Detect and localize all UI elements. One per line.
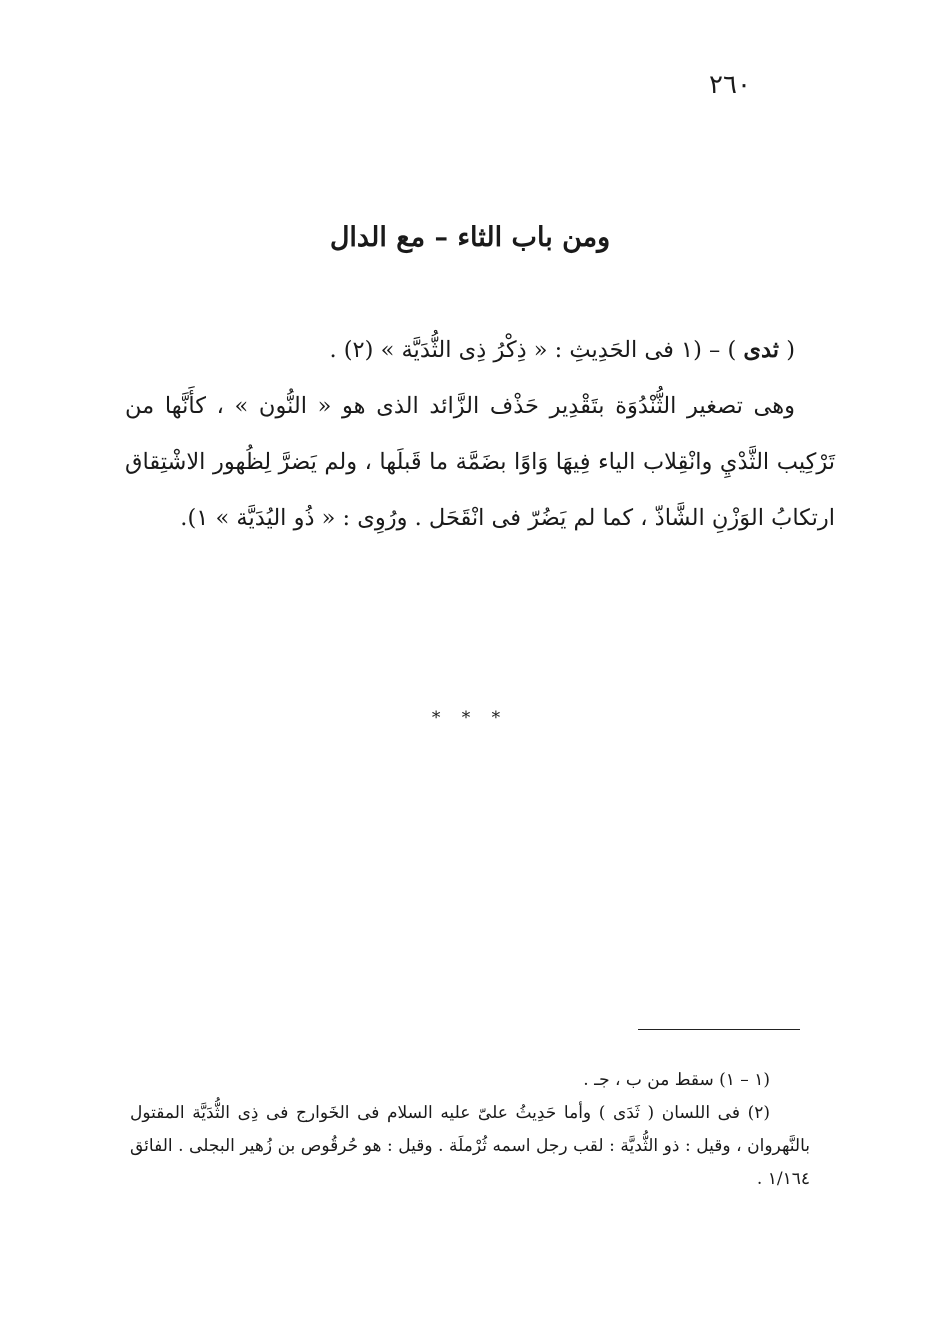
page-number: ٢٦٠ <box>709 70 751 100</box>
footnotes <box>130 1064 810 1196</box>
entry-head-rest: ) – (١ فى الحَدِيثِ : « ذِكْرُ ذِى الثُّدَيَّة » (٢) . <box>329 337 744 363</box>
section-separator: * * * <box>431 708 509 728</box>
dictionary-entry <box>125 322 835 546</box>
entry-headword: ثدى <box>743 337 780 363</box>
chapter-heading: ومن باب الثاء – مع الدال <box>329 222 611 253</box>
entry-body-paragraph: وهى تصغير الثُّنْدُوَة بتَقْدِير حَذْف الزَّائد الذى هو « النُّون » ، كأَنَّها من تَرْكِيب الثَّدْيِ وانْقِلاب الياء فِيهَا وَاوًا بضَمَّة ما قَبلَها ، ولم يَضرَّ لِظُهور الاشْتِقاق ارتكابُ الوَزْنِ الشَّاذّ ، كما لم يَضُرّ فى انْقَحَل . ورُوِى : « ذُو اليُدَيَّة » ١). <box>125 393 835 531</box>
footnote-divider <box>638 1029 800 1030</box>
footnote-2: (٢) فى اللسان ( ثَدَى ) وأما حَدِيثُ علىّ عليه السلام فى الخَوارج فى ذِى الثُّدَيَّة المقتول بالنَّهروان ، وقيل : ذو الثُّديَّة : لقب رجل اسمه ثُرْملَة . وقيل : هو حُرقُوص بن زُهير البجلى . الفائق ١/١٦٤ . <box>130 1103 810 1189</box>
footnote-1: (١ – ١) سقط من ب ، جـ . <box>583 1070 770 1090</box>
entry-head-line: ( ثدى ) – (١ فى الحَدِيثِ : « ذِكْرُ ذِى الثُّدَيَّة » (٢) . <box>329 337 795 363</box>
